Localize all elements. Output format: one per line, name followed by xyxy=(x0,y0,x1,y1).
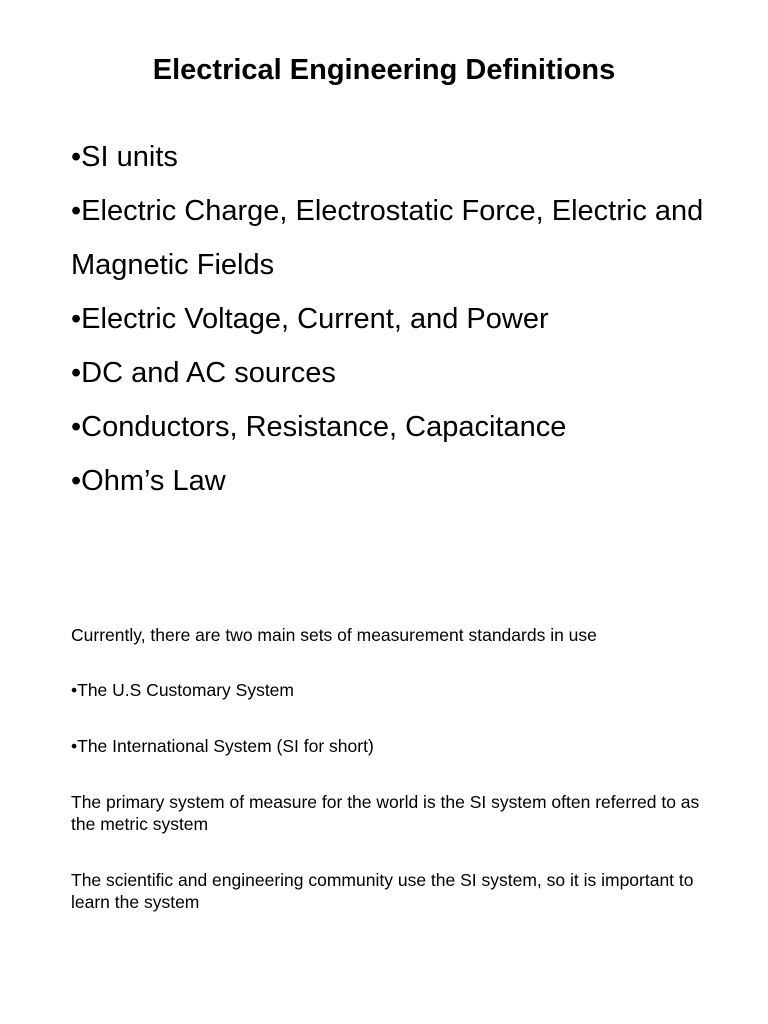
topic-label: Electric Voltage, Current, and Power xyxy=(81,303,549,335)
topic-label: Electric Charge, Electrostatic Force, Electric and Magnetic Fields xyxy=(71,195,704,281)
note-paragraph: •The U.S Customary System xyxy=(71,680,294,700)
note-paragraph: The primary system of measure for the world is the SI system often referred to as the metric system xyxy=(71,792,700,834)
topic-list xyxy=(71,130,711,508)
list-item xyxy=(71,454,711,508)
list-item xyxy=(71,130,711,184)
bullet-icon: • xyxy=(71,303,82,335)
bullet-icon: • xyxy=(71,465,82,497)
note-paragraph: •The International System (SI for short) xyxy=(71,736,374,756)
note-paragraph: Currently, there are two main sets of measurement standards in use xyxy=(71,625,597,645)
list-item xyxy=(71,400,711,454)
bullet-icon: • xyxy=(71,195,82,227)
bullet-icon: • xyxy=(71,411,82,443)
topic-label: DC and AC sources xyxy=(81,357,336,389)
list-item xyxy=(71,292,711,346)
notes-section xyxy=(71,624,711,913)
bullet-icon: • xyxy=(71,141,82,173)
note-paragraph: The scientific and engineering community use the SI system, so it is important to learn the system xyxy=(71,870,694,912)
bullet-icon: • xyxy=(71,357,82,389)
topic-label: Ohm’s Law xyxy=(81,465,226,497)
list-item xyxy=(71,184,711,292)
topic-label: SI units xyxy=(81,141,178,173)
topic-label: Conductors, Resistance, Capacitance xyxy=(81,411,567,443)
page-title: Electrical Engineering Definitions xyxy=(152,54,616,86)
list-item xyxy=(71,346,711,400)
